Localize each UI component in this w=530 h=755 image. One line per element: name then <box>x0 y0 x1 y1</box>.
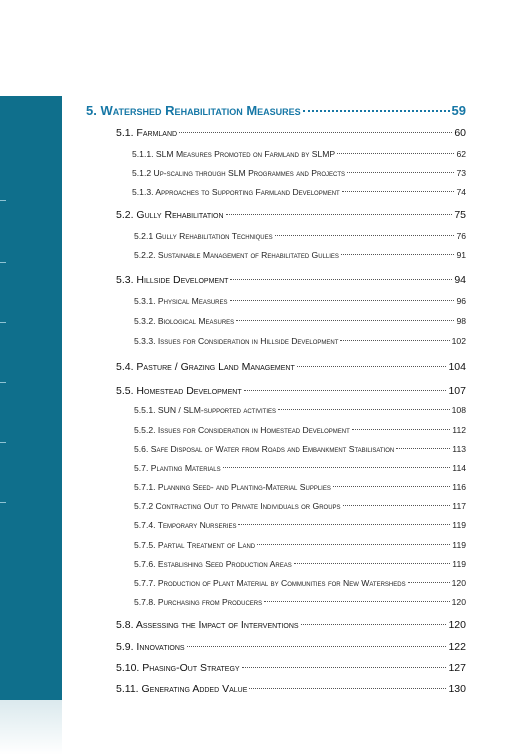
toc-leader <box>303 110 450 112</box>
toc-leader <box>278 409 450 410</box>
toc-page: 116 <box>452 482 466 492</box>
toc-page: 119 <box>452 540 466 550</box>
toc-page: 102 <box>451 336 466 346</box>
toc-leader <box>347 172 454 173</box>
toc-entry[interactable] <box>116 385 466 397</box>
toc-leader <box>187 646 447 647</box>
toc-entry[interactable] <box>116 361 466 373</box>
toc-page: 75 <box>454 209 466 221</box>
toc-page: 107 <box>448 385 466 397</box>
toc-entry[interactable] <box>116 662 466 674</box>
toc-entry[interactable] <box>134 425 466 435</box>
toc-label: 5.7.7. Production of Plant Material by Communities for New Watersheds <box>134 578 406 588</box>
toc-entry[interactable] <box>134 520 466 530</box>
toc-leader <box>230 279 452 280</box>
toc-label: 5.10. Phasing-Out Strategy <box>116 662 240 674</box>
toc-leader <box>249 688 446 689</box>
toc-page: 73 <box>456 168 466 178</box>
toc-page: 91 <box>456 250 466 260</box>
toc-leader <box>236 320 454 321</box>
toc-page: 59 <box>451 103 466 118</box>
toc-page: 104 <box>448 361 466 373</box>
toc-label: 5.1.1. SLM Measures Promoted on Farmland by SLMP <box>132 149 336 159</box>
toc-label: 5.5.2. Issues for Consideration in Homestead Development <box>134 425 350 435</box>
toc-label: 5.7.1. Planning Seed- and Planting-Material Supplies <box>134 482 331 492</box>
toc-label: 5.5.1. SUN / SLM-supported activities <box>134 405 277 415</box>
toc-leader <box>238 524 450 525</box>
toc-entry[interactable] <box>116 619 466 631</box>
toc-page: 76 <box>456 231 466 241</box>
toc-label: 5.1. Farmland <box>116 127 178 139</box>
toc-label: 5.9. Innovations <box>116 641 185 653</box>
toc-entry[interactable] <box>134 405 466 415</box>
toc-leader <box>408 582 450 583</box>
toc-label: 5.4. Pasture / Grazing Land Management <box>116 361 295 373</box>
toc-label: 5.2. Gully Rehabilitation <box>116 209 224 221</box>
toc-label: 5.3.1. Physical Measures <box>134 296 228 306</box>
toc-page: 130 <box>448 683 466 695</box>
toc-page: 108 <box>451 405 466 415</box>
toc-leader <box>264 601 450 602</box>
toc-label: 5.7.6. Establishing Seed Production Areas <box>134 559 292 569</box>
toc-label: 5.7.4. Temporary Nurseries <box>134 520 237 530</box>
toc-entry[interactable] <box>116 641 466 653</box>
toc-entry[interactable] <box>132 187 466 197</box>
toc-entry[interactable] <box>134 231 466 241</box>
toc-label: 5.1.3. Approaches to Supporting Farmland Development <box>132 187 340 197</box>
toc-entry[interactable] <box>134 578 466 588</box>
toc-leader <box>275 235 455 236</box>
toc-page: 114 <box>452 463 466 473</box>
toc-page: 60 <box>454 127 466 139</box>
toc-leader <box>301 624 447 625</box>
toc-entry[interactable] <box>132 168 466 178</box>
toc-label: 5.7.2 Contracting Out to Private Individuals or Groups <box>134 501 341 511</box>
toc-leader <box>337 153 454 154</box>
toc-leader <box>230 300 455 301</box>
toc-leader <box>257 544 450 545</box>
toc-entry[interactable] <box>134 296 466 306</box>
toc-leader <box>352 429 451 430</box>
toc-leader <box>341 254 455 255</box>
toc-entry[interactable] <box>134 336 466 346</box>
toc-entry[interactable] <box>116 127 466 139</box>
toc-entry[interactable] <box>134 444 466 454</box>
toc-label: 5.3.2. Biological Measures <box>134 316 235 326</box>
toc-page: 98 <box>456 316 466 326</box>
toc-page: 119 <box>452 559 466 569</box>
toc-entry[interactable] <box>134 250 466 260</box>
toc-leader <box>343 505 451 506</box>
toc-leader <box>297 366 447 367</box>
toc-page: 74 <box>456 187 466 197</box>
toc-label: 5.7.5. Partial Treatment of Land <box>134 540 256 550</box>
toc-entry[interactable] <box>132 149 466 159</box>
toc-entry[interactable] <box>134 540 466 550</box>
toc-leader <box>244 390 447 391</box>
toc-label: 5.11. Generating Added Value <box>116 683 248 695</box>
toc-label: 5. Watershed Rehabilitation Measures <box>86 103 301 118</box>
toc-page: 117 <box>452 501 466 511</box>
toc-page: 62 <box>456 149 466 159</box>
toc-label: 5.6. Safe Disposal of Water from Roads and Embankment Stabilisation <box>134 444 395 454</box>
toc-leader <box>226 214 453 215</box>
toc-label: 5.7. Planting Materials <box>134 463 221 473</box>
toc-page: 112 <box>452 425 466 435</box>
toc-page: 94 <box>454 274 466 286</box>
toc-leader <box>179 132 452 133</box>
toc-leader <box>396 448 450 449</box>
toc-entry[interactable] <box>116 274 466 286</box>
toc-page: 96 <box>456 296 466 306</box>
toc-entry[interactable] <box>134 482 466 492</box>
toc-label: 5.2.2. Sustainable Management of Rehabilitated Gullies <box>134 250 339 260</box>
toc-leader <box>242 667 447 668</box>
toc-page: 120 <box>448 619 466 631</box>
toc-page: 120 <box>451 578 466 588</box>
toc-entry[interactable] <box>134 501 466 511</box>
toc-page: 127 <box>448 662 466 674</box>
toc-page: 122 <box>448 641 466 653</box>
toc-label: 5.5. Homestead Development <box>116 385 242 397</box>
toc-page: 119 <box>452 520 466 530</box>
toc-entry[interactable] <box>134 463 466 473</box>
toc-label: 5.2.1 Gully Rehabilitation Techniques <box>134 231 273 241</box>
toc-leader <box>340 340 449 341</box>
toc-leader <box>333 486 450 487</box>
toc-entry[interactable] <box>116 683 466 695</box>
toc-label: 5.1.2 Up-scaling through SLM Programmes and Projects <box>132 168 345 178</box>
toc-label: 5.7.8. Purchasing from Producers <box>134 597 263 607</box>
toc-label: 5.3.3. Issues for Consideration in Hillside Development <box>134 336 339 346</box>
toc-leader <box>294 563 451 564</box>
toc-leader <box>342 191 455 192</box>
toc-page: 113 <box>452 444 466 454</box>
toc-page: 120 <box>451 597 466 607</box>
toc-entry[interactable] <box>134 597 466 607</box>
toc-leader <box>223 467 451 468</box>
toc-label: 5.3. Hillside Development <box>116 274 229 286</box>
toc-entry[interactable] <box>116 209 466 221</box>
toc-chapter-5[interactable] <box>86 103 466 118</box>
toc-entry[interactable] <box>134 316 466 326</box>
toc-entry[interactable] <box>134 559 466 569</box>
toc-label: 5.8. Assessing the Impact of Interventions <box>116 619 299 631</box>
